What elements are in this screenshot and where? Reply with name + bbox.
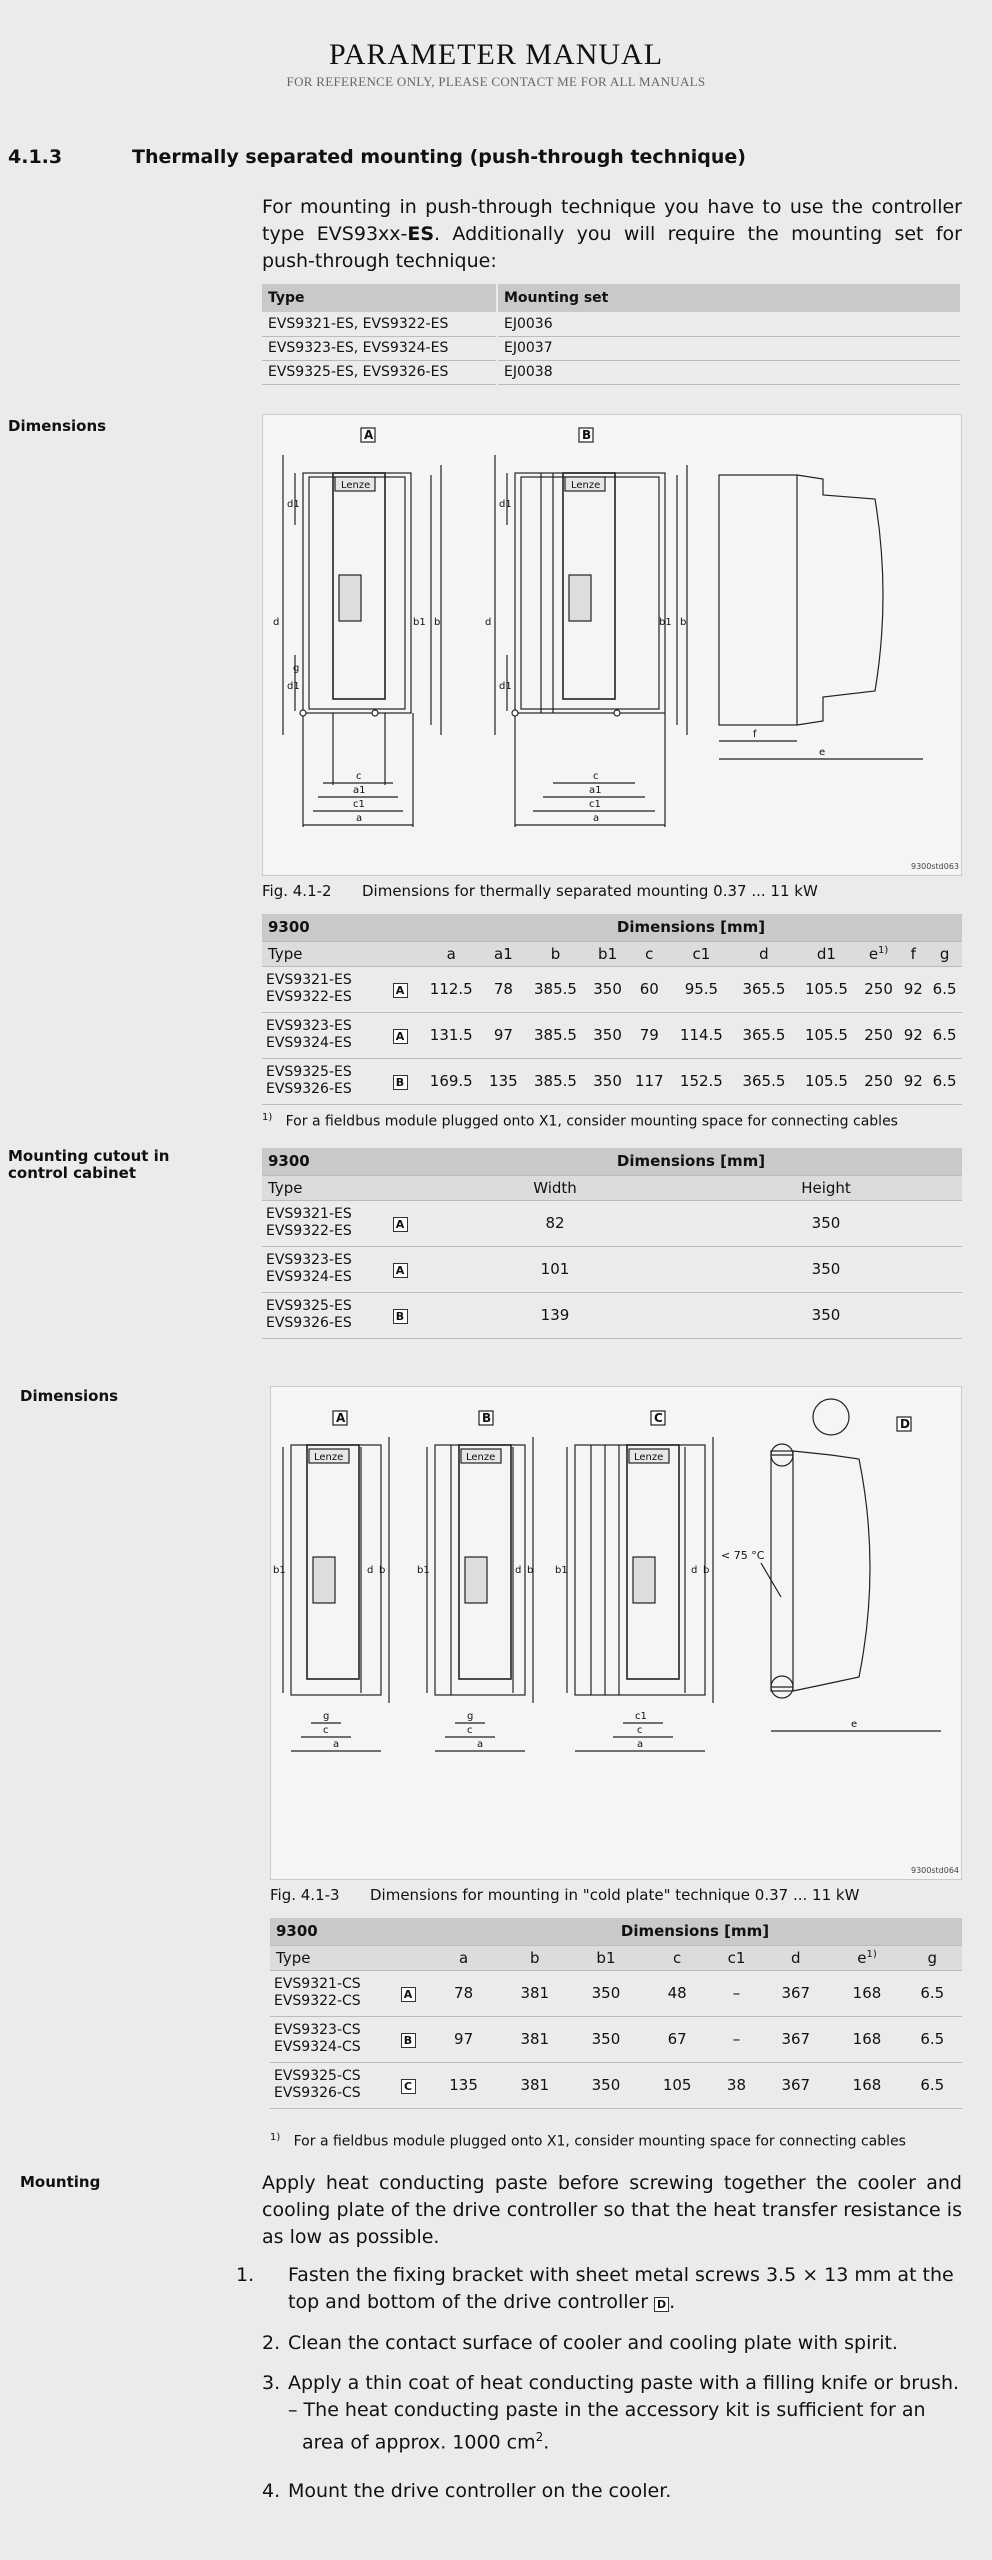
dim-label: a [356, 813, 363, 824]
type-code: EVS9326-ES [266, 1081, 352, 1097]
col-c: c [628, 941, 670, 966]
table-cell: 105.5 [795, 1012, 858, 1058]
group-header: 9300 [270, 1918, 428, 1945]
dimension-drawing [263, 415, 963, 877]
table-row [262, 312, 961, 336]
dim-label: c [593, 771, 599, 782]
type-code: EVS9324-CS [274, 2039, 361, 2055]
col-g: g [927, 941, 962, 966]
type-code: EVS9323-ES [266, 1018, 352, 1034]
intro-paragraph: For mounting in push-through technique you have to use the controller type EVS93xx-ES. Additionally you will require the mounting set for push-through technique: [262, 196, 962, 272]
dim-label: b [703, 1565, 710, 1576]
dim-label: b1 [659, 617, 672, 628]
table-cell: 92 [899, 1058, 927, 1104]
view-badge: A [393, 983, 408, 998]
dim-label: a1 [589, 785, 602, 796]
view-badge: A [393, 1217, 408, 1232]
mounting-intro: Apply heat conducting paste before screwing together the cooler and cooling plate of the drive controller so that the heat transfer resistance is as low as possible. [262, 2172, 962, 2248]
cold-plate-drawing [271, 1387, 963, 1881]
logo-text: Lenze [314, 1452, 344, 1463]
table-cell: 350 [690, 1200, 962, 1246]
type-code: EVS9322-CS [274, 1993, 361, 2009]
logo-text: Lenze [466, 1452, 496, 1463]
col-d: d [760, 1945, 831, 1970]
view-label-c: C [654, 1411, 663, 1425]
table-cell: 6.5 [927, 1058, 962, 1104]
col-header-mounting-set: Mounting set [497, 284, 961, 312]
type-header: Type [262, 1175, 420, 1200]
dim-label: d [691, 1565, 698, 1576]
dim-label: g [323, 1711, 330, 1722]
page-header-subtitle: FOR REFERENCE ONLY, PLEASE CONTACT ME FOR ALL MANUALS [286, 74, 706, 89]
figure-label: Fig. 4.1-2 [262, 882, 332, 900]
view-badge: D [654, 2297, 669, 2312]
table-cell: 92 [899, 1012, 927, 1058]
table-cell: 38 [713, 2062, 760, 2108]
figure-label: Fig. 4.1-3 [270, 1886, 340, 1904]
table-cell: 350 [570, 2062, 641, 2108]
table-cell: 381 [499, 1970, 570, 2016]
col-c1: c1 [670, 941, 733, 966]
type-code: EVS9326-ES [266, 1315, 352, 1331]
col-f: f [899, 941, 927, 966]
logo-text-a: Lenze [341, 480, 371, 491]
table-cell: 82 [420, 1200, 690, 1246]
table-cell: 365.5 [733, 966, 796, 1012]
side-label-mounting: Mounting [20, 2173, 101, 2191]
table-cell: 60 [628, 966, 670, 1012]
step-4: 4. Mount the drive controller on the cooler. [262, 2480, 672, 2502]
table-cell: 6.5 [903, 2062, 962, 2108]
table-cell: 135 [428, 2062, 499, 2108]
table-row [262, 1058, 962, 1104]
dim-label: c1 [589, 799, 601, 810]
dim-label: e [851, 1719, 858, 1730]
figure-caption: Dimensions for mounting in "cold plate" technique 0.37 ... 11 kW [370, 1886, 860, 1904]
dim-label: d [485, 617, 492, 628]
col-width: Width [420, 1175, 690, 1200]
dimensions-table-es [262, 914, 962, 1105]
group-header: 9300 [262, 1148, 420, 1175]
page-header-title: PARAMETER MANUAL [328, 38, 664, 71]
type-code: EVS9323-ES [266, 1252, 352, 1268]
table-cell: 112.5 [420, 966, 483, 1012]
view-badge: B [393, 1075, 408, 1090]
dim-label: c1 [353, 799, 365, 810]
mounting-cutout-table [262, 1148, 962, 1339]
table-cell: 350 [690, 1292, 962, 1338]
dim-label: b [527, 1565, 534, 1576]
table-cell: 168 [831, 2062, 902, 2108]
dims-header: Dimensions [mm] [420, 1148, 962, 1175]
table-row [262, 966, 962, 1012]
dim-label: a [593, 813, 600, 824]
step-1: 1. Fasten the fixing bracket with sheet metal screws 3.5 × 13 mm at the top and bottom of the drive controller D . [236, 2264, 954, 2313]
section-title: Thermally separated mounting (push-through technique) [132, 146, 746, 168]
type-header: Type [262, 941, 420, 966]
group-header: 9300 [262, 914, 420, 941]
figure-cold-plate [270, 1386, 962, 1880]
table-cell: 385.5 [524, 966, 587, 1012]
dim-label: d1 [287, 499, 300, 510]
table-cell: 117 [628, 1058, 670, 1104]
figure-caption: Dimensions for thermally separated mounting 0.37 ... 11 kW [362, 882, 818, 900]
dim-label: d [515, 1565, 522, 1576]
table-cell: – [713, 1970, 760, 2016]
table-row [262, 1012, 962, 1058]
side-label-dimensions-2: Dimensions [20, 1387, 119, 1405]
view-badge: B [401, 2033, 416, 2048]
figure-code: 9300std064 [911, 1866, 960, 1875]
table-cell: – [713, 2016, 760, 2062]
dim-label: g [467, 1711, 474, 1722]
col-a1: a1 [483, 941, 525, 966]
table-cell: 6.5 [903, 2016, 962, 2062]
dim-label: a [333, 1739, 340, 1750]
dim-label: c [467, 1725, 473, 1736]
table-cell: 97 [483, 1012, 525, 1058]
dim-label: a [477, 1739, 484, 1750]
col-b1: b1 [570, 1945, 641, 1970]
table-cell: 168 [831, 1970, 902, 2016]
col-b1: b1 [587, 941, 629, 966]
view-label-b: B [482, 1411, 492, 1425]
table-cell: 250 [858, 1012, 900, 1058]
table-cell: 95.5 [670, 966, 733, 1012]
col-d1: d1 [795, 941, 858, 966]
col-header-type: Type [262, 284, 497, 312]
footnote: $^{1)}$ For a fieldbus module plugged onto X1, consider mounting space for connecting cables [270, 2132, 906, 2150]
table-cell: 350 [587, 1012, 629, 1058]
table-cell: 350 [690, 1246, 962, 1292]
dim-label: g [293, 663, 300, 674]
section-number: 4.1.3 [8, 146, 63, 168]
table-cell: 350 [587, 1058, 629, 1104]
table-cell: 131.5 [420, 1012, 483, 1058]
temperature-label: < 75 °C [721, 1549, 765, 1562]
table-cell: EJ0038 [497, 360, 961, 384]
table-cell: 97 [428, 2016, 499, 2062]
table-cell: 367 [760, 1970, 831, 2016]
dim-label: b [680, 617, 687, 628]
dim-label: b1 [413, 617, 426, 628]
dim-label: c [356, 771, 362, 782]
table-cell: 365.5 [733, 1058, 796, 1104]
table-cell: 6.5 [927, 1012, 962, 1058]
table-cell: 367 [760, 2062, 831, 2108]
col-c: c [642, 1945, 713, 1970]
view-label-b: B [582, 428, 592, 442]
table-cell: 135 [483, 1058, 525, 1104]
table-cell: 152.5 [670, 1058, 733, 1104]
view-label-d: D [900, 1417, 910, 1431]
table-cell: 67 [642, 2016, 713, 2062]
view-badge: B [393, 1309, 408, 1324]
dim-label: d [367, 1565, 374, 1576]
table-cell: 48 [642, 1970, 713, 2016]
table-cell: 6.5 [927, 966, 962, 1012]
table-cell: 365.5 [733, 1012, 796, 1058]
dim-label: b1 [417, 1565, 430, 1576]
dim-label: c [323, 1725, 329, 1736]
col-a: a [428, 1945, 499, 1970]
table-cell: EJ0037 [497, 336, 961, 360]
table-cell: 101 [420, 1246, 690, 1292]
table-cell: 385.5 [524, 1012, 587, 1058]
step-3-note: – The heat conducting paste in the accessory kit is sufficient for an area of approx. 1000 $cm^2$. [288, 2399, 926, 2454]
dim-label: b [434, 617, 441, 628]
view-label-a: A [336, 1411, 346, 1425]
footnote: $^{1)}$ For a fieldbus module plugged onto X1, consider mounting space for connecting cables [262, 1112, 898, 1130]
type-code: EVS9323-CS [274, 2022, 361, 2038]
table-cell: 250 [858, 1058, 900, 1104]
table-cell: 381 [499, 2016, 570, 2062]
table-cell: 114.5 [670, 1012, 733, 1058]
view-label-a: A [364, 428, 374, 442]
table-cell: 139 [420, 1292, 690, 1338]
table-cell: 79 [628, 1012, 670, 1058]
table-cell: 105.5 [795, 1058, 858, 1104]
table-cell: EVS9323-ES, EVS9324-ES [262, 336, 497, 360]
dim-label: d [273, 617, 280, 628]
table-cell: 105 [642, 2062, 713, 2108]
type-code: EVS9322-ES [266, 989, 352, 1005]
table-cell: 92 [899, 966, 927, 1012]
view-badge: A [401, 1987, 416, 2002]
type-code: EVS9324-ES [266, 1269, 352, 1285]
col-height: Height [690, 1175, 962, 1200]
type-code: EVS9325-ES [266, 1298, 352, 1314]
col-b: b [499, 1945, 570, 1970]
dim-label: d1 [499, 681, 512, 692]
table-cell: 6.5 [903, 1970, 962, 2016]
table-cell: 78 [428, 1970, 499, 2016]
col-b: b [524, 941, 587, 966]
type-header: Type [270, 1945, 428, 1970]
type-code: EVS9326-CS [274, 2085, 361, 2101]
dim-label: d1 [287, 681, 300, 692]
type-code: EVS9321-ES [266, 1206, 352, 1222]
step-3: 3. Apply a thin coat of heat conducting paste with a filling knife or brush. [262, 2372, 960, 2394]
dim-label: c1 [635, 1711, 647, 1722]
col-a: a [420, 941, 483, 966]
col-e: $e^{1)}$ [831, 1945, 902, 1970]
logo-text: Lenze [634, 1452, 664, 1463]
table-cell: 169.5 [420, 1058, 483, 1104]
table-row [270, 2016, 962, 2062]
col-g: g [903, 1945, 962, 1970]
dim-label: a [637, 1739, 644, 1750]
table-cell: 250 [858, 966, 900, 1012]
view-badge: A [393, 1029, 408, 1044]
dimensions-table-cs [270, 1918, 962, 2109]
col-e: $e^{1)}$ [858, 941, 900, 966]
figure-code: 9300std063 [911, 862, 960, 871]
table-row [270, 1970, 962, 2016]
table-row [270, 2062, 962, 2108]
side-label-dimensions: Dimensions [8, 417, 107, 435]
type-code: EVS9325-CS [274, 2068, 361, 2084]
view-badge: A [393, 1263, 408, 1278]
table-row [262, 360, 961, 384]
table-row [262, 1246, 962, 1292]
type-code: EVS9321-ES [266, 972, 352, 988]
table-row [262, 1200, 962, 1246]
dim-label: d1 [499, 499, 512, 510]
dim-label: f [753, 729, 757, 740]
table-cell: 367 [760, 2016, 831, 2062]
table-cell: 350 [587, 966, 629, 1012]
table-row [262, 336, 961, 360]
table-cell: EVS9321-ES, EVS9322-ES [262, 312, 497, 336]
type-code: EVS9322-ES [266, 1223, 352, 1239]
table-cell: 350 [570, 2016, 641, 2062]
figure-thermally-separated [262, 414, 962, 876]
dim-label: b1 [555, 1565, 568, 1576]
table-cell: EJ0036 [497, 312, 961, 336]
type-code: EVS9324-ES [266, 1035, 352, 1051]
table-cell: 350 [570, 1970, 641, 2016]
col-c1: c1 [713, 1945, 760, 1970]
table-cell: 78 [483, 966, 525, 1012]
logo-text-b: Lenze [571, 480, 601, 491]
type-code: EVS9325-ES [266, 1064, 352, 1080]
table-row [262, 1292, 962, 1338]
col-d: d [733, 941, 796, 966]
table-cell: 105.5 [795, 966, 858, 1012]
side-label-cutout: Mounting cutout in control cabinet [8, 1147, 170, 1182]
view-badge: C [401, 2079, 416, 2094]
dim-label: c [637, 1725, 643, 1736]
type-code: EVS9321-CS [274, 1976, 361, 1992]
dim-label: a1 [353, 785, 366, 796]
dim-label: b [379, 1565, 386, 1576]
table-cell: 385.5 [524, 1058, 587, 1104]
step-2: 2. Clean the contact surface of cooler and cooling plate with spirit. [262, 2332, 898, 2354]
dims-header: Dimensions [mm] [428, 1918, 962, 1945]
table-cell: 168 [831, 2016, 902, 2062]
table-cell: 381 [499, 2062, 570, 2108]
mounting-set-table [262, 284, 962, 385]
dim-label: b1 [273, 1565, 286, 1576]
dim-label: e [819, 747, 826, 758]
dims-header: Dimensions [mm] [420, 914, 962, 941]
table-cell: EVS9325-ES, EVS9326-ES [262, 360, 497, 384]
